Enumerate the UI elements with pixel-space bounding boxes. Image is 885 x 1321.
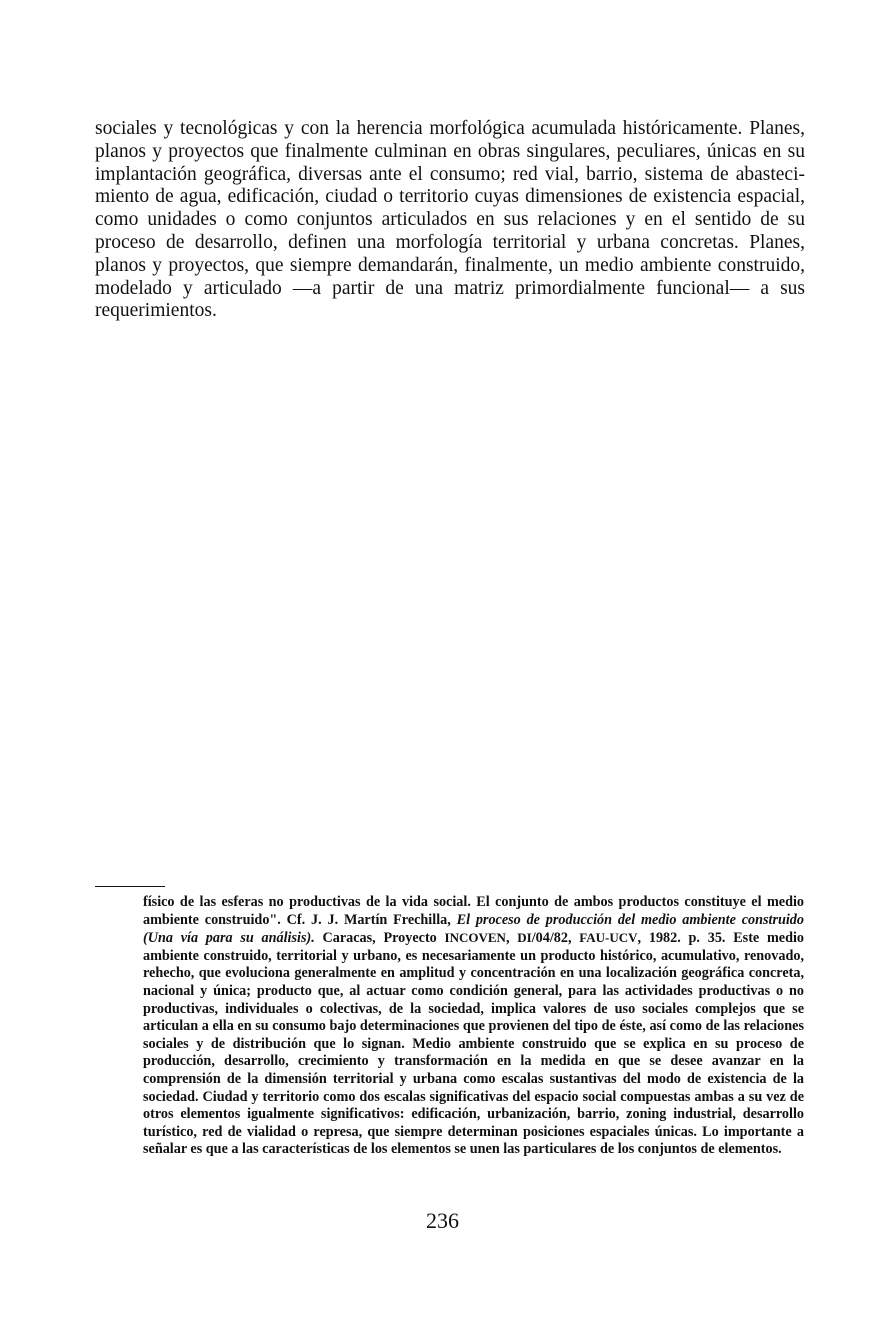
- footnote-acronym-fau-ucv: FAU-UCV: [579, 930, 638, 946]
- page-number: 236: [426, 1208, 459, 1233]
- footnote-part-2: Caracas, Proyecto: [314, 930, 445, 947]
- footnote-acronym-di: DI: [517, 930, 532, 946]
- footnote-text: [143, 894, 804, 1159]
- footnote-separator: [95, 886, 165, 887]
- footnote-part-3: ,: [505, 930, 518, 947]
- footnote-acronym-incoven: INCOVEN: [444, 930, 506, 946]
- footnote-part-1: físico de las esferas no productivas de la vida social. El conjunto de ambos productos constituye el medio ambiente construido". Cf. J. J. Martín Frechilla,: [143, 894, 804, 928]
- body-paragraph: sociales y tecnológicas y con la herencia morfológica acumulada históricamente. Planes, planos y proyectos que finalmente culminan en obras singulares, peculiares, únicas en su implantación geográfica, diversas ante el consumo; red vial, barrio, sistema de abasteci-miento de agua, edificación, ciudad o territorio cuyas dimensiones de existencia espacial, como unidades o como conjuntos articulados en sus relaciones y en el sentido de su proceso de desarrollo, definen una morfología territorial y urbana concretas. Planes, planos y proyectos, que siempre demandarán, finalmente, un medio ambiente construido, modelado y articulado —a partir de una matriz primordialmente funcional— a sus requerimientos.: [95, 118, 805, 322]
- footnote-part-5: , 1982. p. 35. Este medio ambiente construido, territorial y urbano, es necesariamente un producto histórico, acumulativo, renovado, rehecho, que evoluciona generalmente en amplitud y concentración en una localización geográfica concreta, nacional y única; producto que, al actuar como condición general, para las actividades productivas o no productivas, individuales o colectivas, de la sociedad, implica valores de uso sociales complejos que se articulan a ella en su consumo bajo determinaciones que provienen del tipo de éste, así como de las relaciones sociales y de distribución que lo signan. Medio ambiente construido que se explica en su proceso de producción, desarrollo, crecimiento y transformación en la medida en que se desee avanzar en la comprensión de la dimensión territorial y urbana como escalas sustantivas del modo de existencia de la sociedad. Ciudad y territorio como dos escalas significativas del espacio social compuestas ambas a su vez de otros elementos igualmente significativos: edificación, urbanización, barrio, zoning industrial, desarrollo turístico, red de vialidad o represa, que siempre determinan posiciones espaciales únicas. Lo importante a señalar es que a las características de los elementos se unen las particulares de los conjuntos de elementos.: [143, 930, 805, 1158]
- footnote-part-4: /04/82,: [531, 930, 580, 947]
- footnote-cited-title: El proceso de producción del medio ambiente construido (Una vía para su análisis).: [143, 911, 804, 947]
